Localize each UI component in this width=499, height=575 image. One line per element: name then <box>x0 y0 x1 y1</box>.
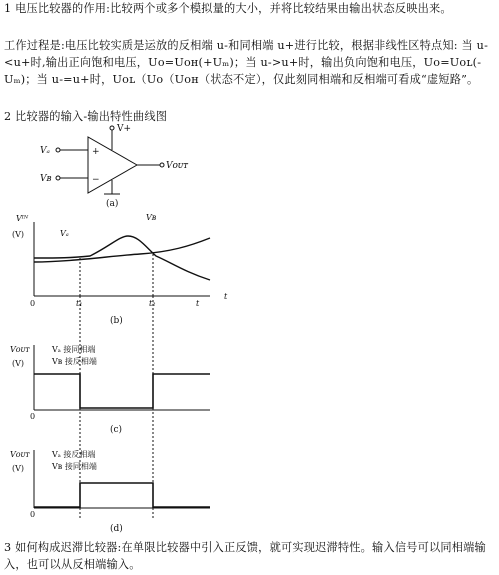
plot-d-note2: Vʙ 接同相端 <box>52 462 97 471</box>
curve-va-label: Vₐ <box>60 229 69 238</box>
plot-b-ylabel: Vᴵᴺ <box>16 214 29 223</box>
paragraph-working-process: 工作过程是:电压比较实质是运放的反相端 u-和同相端 u+进行比较，根据非线性区特点知: 当 u-<u+时,输出正向饱和电压，Uo=Uᴏʜ(+Uₘ)；当 u->u+时，输出负向饱和电压，Uo=Uᴏʟ(-Uₘ)；当 u-=u+时，Uᴏʟ（Uo（Uᴏʜ（状态不定），仅此刻同相端和反相端可看成“虚短路”。 <box>4 39 489 87</box>
plot-c-note1: Vₐ 接同相端 <box>52 345 96 354</box>
plot-c-origin: 0 <box>30 412 36 421</box>
plot-b-ylabel-unit: (V) <box>12 230 25 239</box>
plot-d-note1: Vₐ 接反相端 <box>52 450 96 459</box>
t-axis-label: t <box>224 292 228 301</box>
paragraph-comparator-purpose: 1 电压比较器的作用:比较两个或多个模拟量的大小，并将比较结果由输出状态反映出来。 <box>4 2 452 15</box>
paragraph-hysteresis-comparator: 3 如何构成迟滞比较器:在单限比较器中引入正反馈，就可实现迟滞特性。输入信号可以同相端输入，也可以从反相端输入。 <box>4 541 486 572</box>
plot-c-ylabel: Vᴏᴜᴛ <box>10 345 30 354</box>
caption-c: (c) <box>110 425 123 435</box>
input-b-terminal <box>56 176 60 180</box>
plot-c <box>34 296 210 520</box>
vplus-terminal <box>110 126 114 130</box>
output-label: Vᴏᴜᴛ <box>166 161 189 171</box>
plot-d-ylabel: Vᴏᴜᴛ <box>10 450 30 459</box>
t-end-label: t <box>196 299 200 308</box>
input-a-terminal <box>56 148 60 152</box>
input-b-label: Vʙ <box>40 174 52 184</box>
curve-vb-label: Vʙ <box>146 213 157 222</box>
curve-vb <box>34 236 210 280</box>
plot-c-waveform <box>34 374 210 408</box>
output-terminal <box>160 163 164 167</box>
plot-c-note2: Vʙ 接反相端 <box>52 357 97 366</box>
input-a-label: Vₐ <box>40 146 50 156</box>
plot-b-origin: 0 <box>30 299 36 308</box>
curve-va <box>34 238 210 262</box>
caption-d: (d) <box>110 524 123 534</box>
paragraph-characteristic-heading: 2 比较器的输入-输出特性曲线图 <box>4 110 168 123</box>
caption-a: (a) <box>106 199 119 209</box>
plot-c-ylabel-unit: (V) <box>12 359 25 368</box>
vplus-label: V+ <box>117 124 132 134</box>
plot-d-waveform <box>34 483 210 507</box>
plot-d-ylabel-unit: (V) <box>12 464 25 473</box>
t2-label: t₂ <box>149 299 156 308</box>
opamp-symbol <box>56 126 164 194</box>
plus-sign: + <box>92 147 100 157</box>
t1-label: t₁ <box>76 299 83 308</box>
plot-d-origin: 0 <box>30 510 36 519</box>
caption-b: (b) <box>110 316 123 326</box>
minus-sign: − <box>92 175 100 185</box>
